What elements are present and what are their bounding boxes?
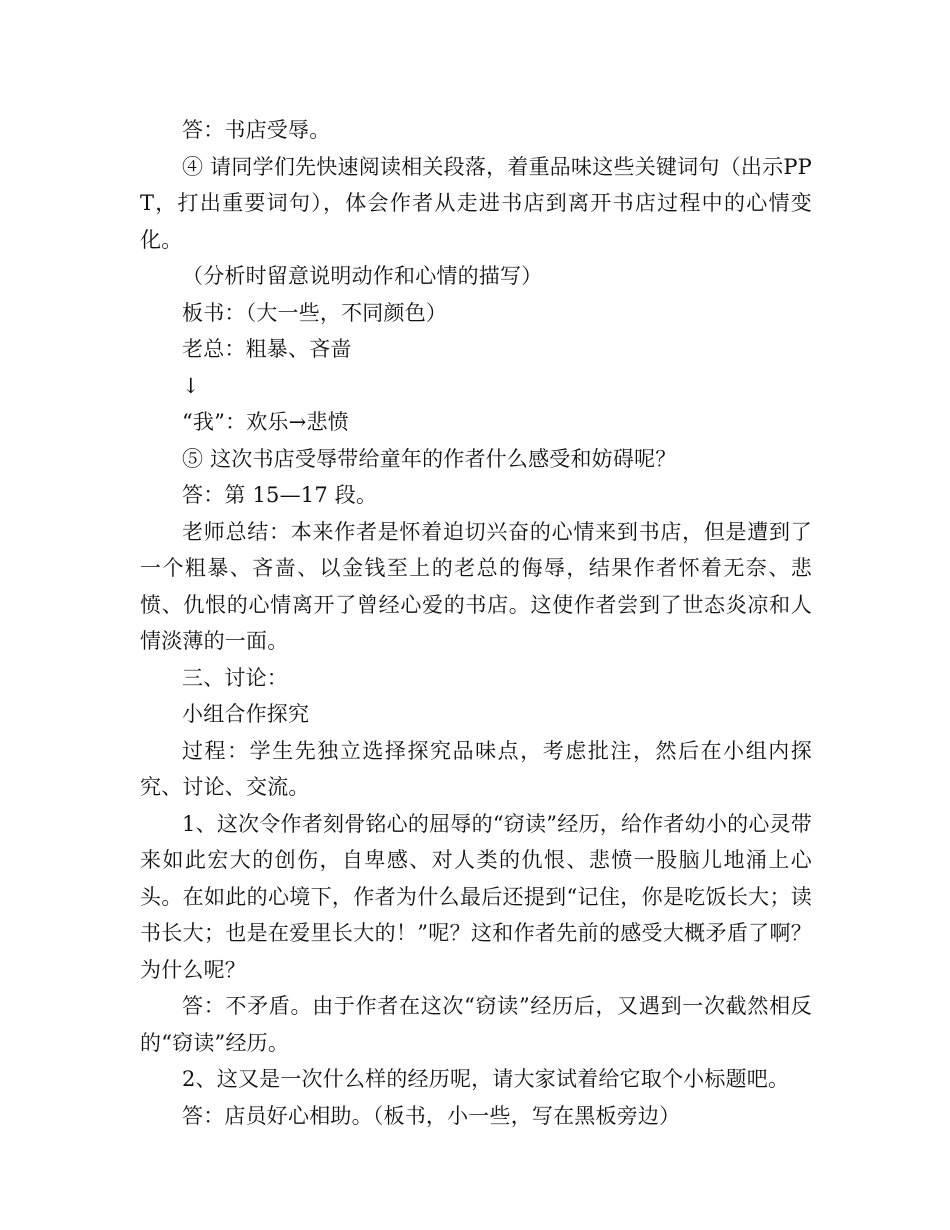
answer-shop-assistant-help: 答：店员好心相助。（板书，小一些，写在黑板旁边） <box>182 1103 681 1128</box>
discussion-question-1: 1、这次令作者刻骨铭心的屈辱的“窃读”经历，给作者幼小的心灵带来如此宏大的创伤，自卑感、对人类的仇恨、悲愤一股脑儿地涌上心头。在如此的心境下，作者为什么最后还提到“记住，你是吃饭长大；读书长大；也是在爱里长大的！”呢？这和作者先前的感受大概矛盾了啊？为什么呢？ <box>140 811 812 982</box>
group-inquiry-heading: 小组合作探究 <box>182 702 310 726</box>
discussion-question-2: 2、这又是一次什么样的经历呢，请大家试着给它取个小标题吧。 <box>182 1067 790 1091</box>
section-discussion-heading: 三、讨论： <box>182 665 288 690</box>
question-5: ⑤ 这次书店受辱带给童年的作者什么感受和妨碍呢？ <box>182 446 677 471</box>
boss-description: 老总：粗暴、吝啬 <box>182 337 352 361</box>
answer-not-contradictory: 答：不矛盾。由于作者在这次“窃读”经历后，又遇到一次截然相反的“窃读”经历。 <box>140 994 812 1055</box>
analysis-note: （分析时留意说明动作和心情的描写） <box>182 264 543 288</box>
blackboard-instruction: 板书：（大一些，不同颜色） <box>182 300 448 325</box>
down-arrow: ↓ <box>182 373 200 398</box>
process-description: 过程：学生先独立选择探究品味点，考虑批注，然后在小组内探究、讨论、交流。 <box>140 738 812 799</box>
question-4-reading-task: ④ 请同学们先快速阅读相关段落，着重品味这些关键词句（出示PPT，打出重要词句），体会作者从走进书店到离开书店过程中的心情变化。 <box>140 154 812 252</box>
author-feeling-change: “我”：欢乐→悲愤 <box>182 410 349 434</box>
answer-paragraphs-15-17: 答：第 15—17 段。 <box>182 483 378 507</box>
document-body <box>140 112 812 1134</box>
teacher-summary: 老师总结：本来作者是怀着迫切兴奋的心情来到书店，但是遭到了一个粗暴、吝啬、以金钱至上的老总的侮辱，结果作者怀着无奈、悲愤、仇恨的心情离开了曾经心爱的书店。这使作者尝到了世态炎凉和人情淡薄的一面。 <box>140 519 812 653</box>
answer-bookstore-humiliation: 答：书店受辱。 <box>182 118 331 142</box>
